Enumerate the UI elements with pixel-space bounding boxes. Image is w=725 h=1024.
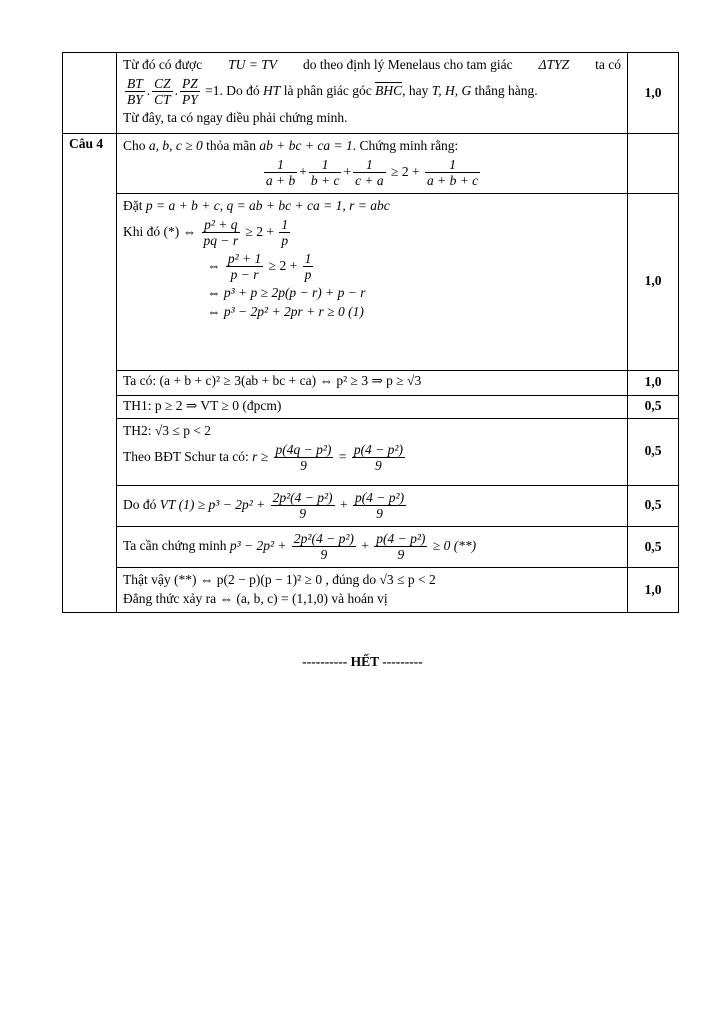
content-cell <box>117 526 628 567</box>
question-cell-empty <box>63 53 117 134</box>
math: ab + bc + ca = 1 <box>259 138 353 153</box>
fraction: $\frac{1}{b + c}$ <box>310 156 340 189</box>
text: ≥ 2 + <box>245 223 275 239</box>
math: ΔTYZ <box>538 57 570 72</box>
row-need-to-prove <box>63 526 679 567</box>
text: thỏa mãn <box>206 138 257 153</box>
text: , hay <box>402 82 429 98</box>
content-cell <box>117 370 628 395</box>
text: ≥ 2 + <box>268 257 298 273</box>
math: ≥ 0 (**) <box>432 538 477 554</box>
text: ⇔ <box>207 257 221 273</box>
text: . Chứng minh rằng: <box>352 138 459 153</box>
math: a, b, c ≥ 0 <box>148 138 203 153</box>
fraction: $\frac{\text{p² + q}}{pq - r}$ <box>203 216 239 249</box>
text: ta có <box>595 57 621 72</box>
text: Đặt <box>123 197 143 213</box>
row-question-4 <box>63 134 679 194</box>
end-marker: ---------- HẾT --------- <box>302 654 423 669</box>
fraction: $\frac{PZ}{PY}$ <box>182 75 198 108</box>
text: TH1: p ≥ 2 ⇒ VT ≥ 0 (đpcm) <box>123 397 282 413</box>
text: Theo BĐT Schur ta có: <box>123 448 249 464</box>
text: Ta cần chứng minh <box>123 538 227 554</box>
fraction: $\frac{1}{a + b + c}$ <box>426 156 479 189</box>
points-cell: 1,0 <box>628 53 679 134</box>
text: Khi đó (*) ⇔ <box>123 223 197 239</box>
fraction: $\frac{\text{p(4 − p²)}}{9}$ <box>354 489 405 522</box>
text: TH2: √3 ≤ p < 2 <box>123 422 212 438</box>
text: Cho <box>123 138 146 153</box>
points-cell: 0,5 <box>628 526 679 567</box>
math: ⇔ p³ − 2p² + 2pr + r ≥ 0 (1) <box>207 303 364 319</box>
content-cell: Cho a, b, c ≥ 0 thỏa mãn ab + bc + ca = 1. Chứng minh rằng: $\frac{1}{a + b}$ + $\frac{1}{b + c}$ + $\frac{1}{c + a}$ ≥ 2 + $\frac{1}{a + b + c}$ <box>117 134 628 194</box>
points-cell-empty <box>628 134 679 194</box>
math-angle: BHC <box>375 82 403 98</box>
content-cell <box>117 193 628 370</box>
row-inequality <box>63 370 679 395</box>
math: r ≥ <box>252 448 269 464</box>
fraction: $\frac{\text{p(4 − p²)}}{9}$ <box>376 530 426 563</box>
math: p = a + b + c, q = ab + bc + ca = 1, r = abc <box>145 197 390 213</box>
text: Ta có: (a + b + c)² ≥ 3(ab + bc + ca) ⇔ p² ≥ 3 ⇒ p ≥ √3 <box>123 372 422 388</box>
math: p³ − 2p² + <box>229 538 287 554</box>
content-cell <box>117 567 628 612</box>
content-cell <box>117 485 628 526</box>
row-case-2 <box>63 418 679 485</box>
text: thẳng hàng. <box>474 82 538 98</box>
row-continuation <box>63 53 679 134</box>
fraction: $\frac{\text{2p²(4 − p²)}}{9}$ <box>272 489 333 522</box>
row-substitution <box>63 193 679 370</box>
fraction: $\frac{\text{p(4q − p²)}}{9}$ <box>275 441 332 474</box>
text: =1. Do đó <box>205 82 260 98</box>
points-cell: 0,5 <box>628 485 679 526</box>
fraction: $\frac{\text{p² + 1}}{p - r}$ <box>227 250 262 283</box>
text: Từ đó có được <box>123 57 203 72</box>
fraction: $\frac{CZ}{CT}$ <box>154 75 171 108</box>
math: T, H, G <box>431 82 472 98</box>
points-cell: 1,0 <box>628 193 679 370</box>
text: ≥ 2 + <box>391 163 420 179</box>
text: do theo định lý Menelaus cho tam giác <box>303 57 513 72</box>
text: Đẳng thức xảy ra ⇔ (a, b, c) = (1,1,0) và hoán vị <box>123 590 388 606</box>
points-cell: 1,0 <box>628 370 679 395</box>
content-cell <box>117 395 628 418</box>
row-case-1 <box>63 395 679 418</box>
fraction: $\frac{1}{p}$ <box>281 216 289 249</box>
row-conclusion <box>63 567 679 612</box>
content-cell <box>117 418 628 485</box>
fraction: $\frac{\text{p(4 − p²)}}{9}$ <box>353 441 403 474</box>
fraction: $\frac{1}{a + b}$ <box>265 156 296 189</box>
text: + <box>361 538 369 554</box>
fraction: $\frac{\text{2p²(4 − p²)}}{9}$ <box>293 530 354 563</box>
points-cell: 0,5 <box>628 395 679 418</box>
text: = <box>338 448 347 464</box>
math: TU = TV <box>228 57 278 72</box>
text: là phân giác góc <box>283 82 372 98</box>
text: + <box>339 497 348 513</box>
points-cell: 1,0 <box>628 567 679 612</box>
fraction: $\frac{BT}{BY}$ <box>127 75 143 108</box>
math: VT (1) ≥ p³ − 2p² + <box>159 497 266 513</box>
row-therefore <box>63 485 679 526</box>
text: Do đó <box>123 497 157 513</box>
text: Thật vậy (**) ⇔ p(2 − p)(p − 1)² ≥ 0 , đúng do √3 ≤ p < 2 <box>123 571 436 587</box>
math: ⇔ p³ + p ≥ 2p(p − r) + p − r <box>207 284 366 300</box>
fraction: $\frac{1}{c + a}$ <box>355 156 384 189</box>
fraction: $\frac{1}{p}$ <box>304 250 312 283</box>
solution-table <box>62 52 679 613</box>
points-cell: 0,5 <box>628 418 679 485</box>
question-label: Câu 4 <box>63 134 117 613</box>
math: HT <box>263 82 281 98</box>
content-cell: Từ đó có được TU = TV do theo định lý Menelaus cho tam giác ΔTYZ ta có $\frac{BT}{BY}$ . $\frac{CZ}{CT}$ . $\frac{PZ}{PY}$ =1. Do đó HT là phân giác góc BHC, hay T, H, G thẳng hàng. Từ đây, ta có ngay điều phải chứng minh. <box>117 53 628 134</box>
text: Từ đây, ta có ngay điều phải chứng minh. <box>123 109 348 125</box>
